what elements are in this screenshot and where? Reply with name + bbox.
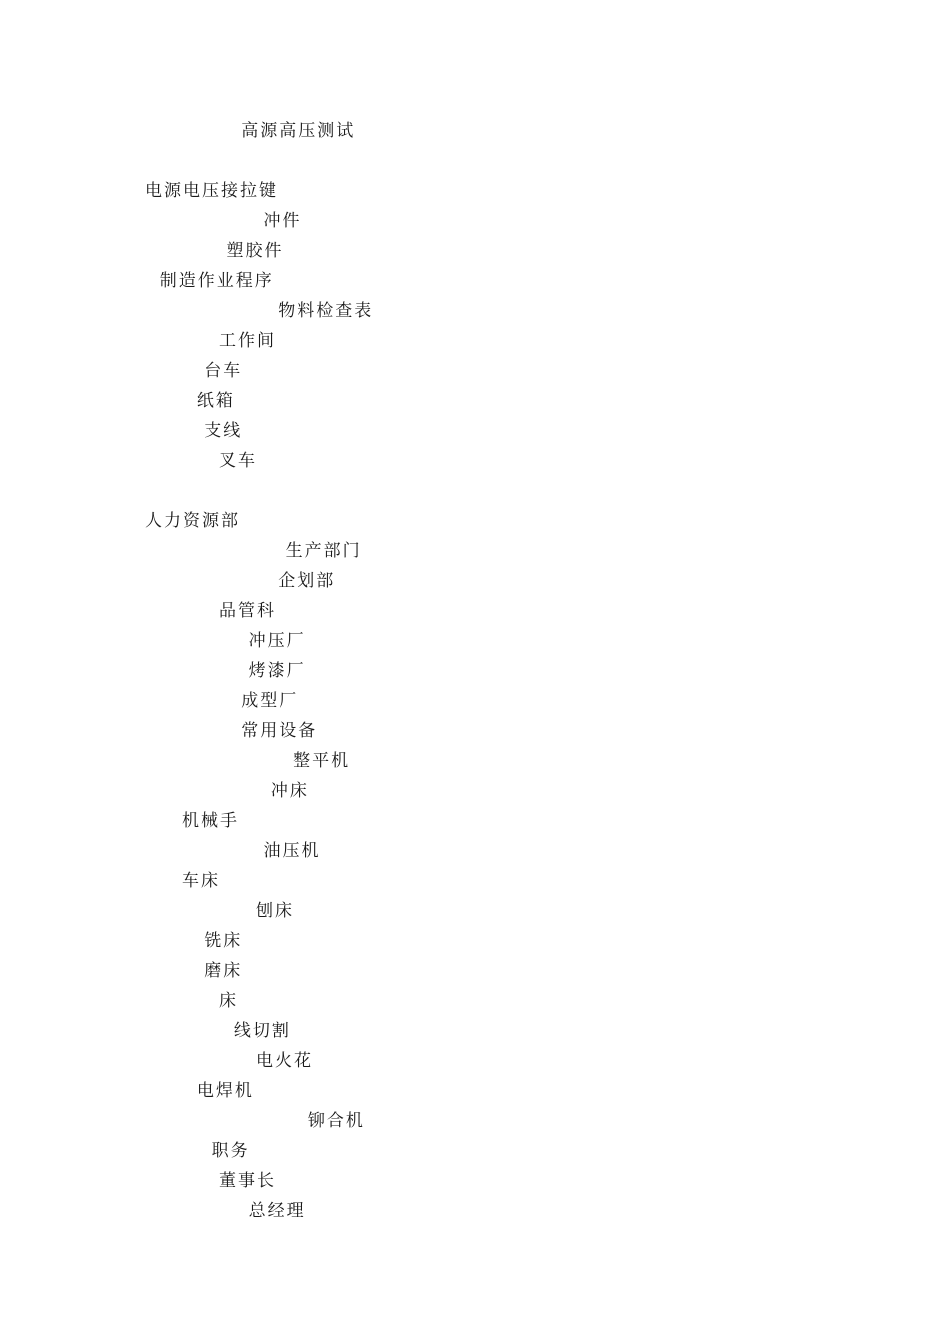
text-line (145, 476, 905, 506)
text-line: 董事长 (145, 1171, 291, 1191)
text-line: 冲压厂 (145, 631, 365, 651)
text-line (145, 146, 905, 176)
text-line: 品管科 (145, 601, 299, 621)
text-line: 纸箱 (145, 391, 250, 411)
text-line: 总经理 (145, 1201, 343, 1221)
text-line: 生产部门 (145, 541, 429, 561)
text-line: 机械手 (145, 811, 254, 831)
text-line: 台车 (145, 361, 258, 381)
text-line: 职务 (145, 1141, 272, 1161)
text-line: 磨床 (145, 961, 258, 981)
text-line: 整平机 (145, 751, 447, 771)
text-line: 油压机 (145, 841, 380, 861)
text-line: 电火花 (145, 1051, 365, 1071)
text-line: 高源高压测试 (145, 121, 371, 141)
text-line: 常用设备 (145, 721, 362, 741)
text-line: 冲床 (145, 781, 376, 801)
text-line: 烤漆厂 (145, 661, 365, 681)
text-line: 车床 (145, 871, 235, 891)
text-line: 制造作业程序 (145, 271, 289, 291)
text-line: 刨床 (145, 901, 339, 921)
text-line: 企划部 (145, 571, 395, 591)
text-line: 电源电压接拉键 (145, 181, 293, 201)
text-line: 铣床 (145, 931, 258, 951)
text-line: 工作间 (145, 331, 291, 351)
text-line: 支线 (145, 421, 265, 441)
text-line: 铆合机 (145, 1111, 447, 1131)
text-line: 电焊机 (145, 1081, 269, 1101)
text-line: 物料检查表 (145, 301, 411, 321)
text-line: 成型厂 (145, 691, 351, 711)
text-line: 线切割 (145, 1021, 328, 1041)
text-line: 人力资源部 (145, 511, 255, 531)
text-line: 床 (145, 991, 276, 1011)
text-line: 冲件 (145, 211, 354, 231)
text-lines (145, 116, 905, 1226)
text-line: 塑胶件 (145, 241, 306, 261)
text-line: 叉车 (145, 451, 272, 471)
